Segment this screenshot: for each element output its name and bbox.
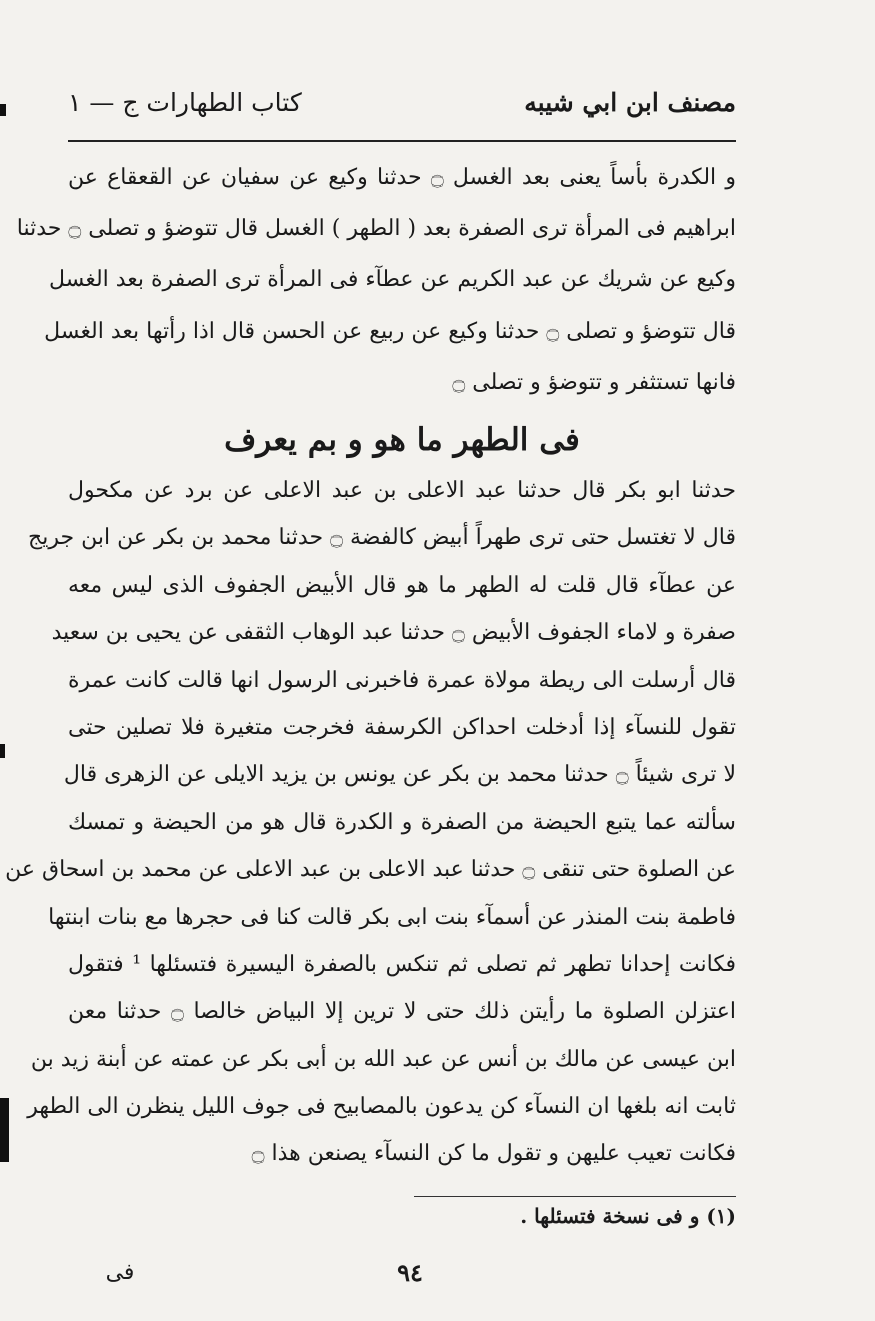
paragraph-1 bbox=[16, 152, 736, 472]
running-header bbox=[68, 84, 736, 128]
text-line: وكيع عن شريك عن عبد الكريم عن عطآء فى المرأة ترى الصفرة بعد الغسل bbox=[49, 267, 736, 293]
text-line: عن الصلوة حتى تنقى ۝ حدثنا عبد الاعلى بن عبد الاعلى عن محمد بن اسحاق عن bbox=[5, 857, 736, 883]
footnote-rule bbox=[414, 1196, 736, 1197]
text-line: فاطمة بنت المنذر عن أسمآء بنت ابى بكر قالت كنا فى حجرها مع بنات ابنتها bbox=[48, 904, 736, 930]
text-line: فكانت تعيب عليهن و تقول ما كن النسآء يصنعن هذا ۝ bbox=[251, 1141, 736, 1167]
text-line: ابراهيم فى المرأة ترى الصفرة بعد ( الطهر ) الغسل قال تتوضؤ و تصلى ۝ حدثنا bbox=[16, 216, 736, 242]
text-line: سألته عما يتبع الحيضة من الصفرة و الكدرة قال هو من الحيضة و تمسك bbox=[68, 809, 736, 835]
chapter-heading: فى الطهر ما هو و بم يعرف bbox=[224, 421, 580, 458]
scan-edge-mark bbox=[0, 104, 6, 116]
header-rule bbox=[68, 140, 736, 142]
scan-edge-mark bbox=[0, 1098, 9, 1162]
text-line: تقول للنسآء إذا أدخلت احداكن الكرسفة فخرجت متغيرة فلا تصلين حتى bbox=[68, 714, 736, 740]
text-line: اعتزلن الصلوة ما رأيتن ذلك حتى لا ترين إلا البياض خالصا ۝ حدثنا معن bbox=[68, 999, 736, 1025]
text-line: لا ترى شيئاً ۝ حدثنا محمد بن بكر عن يونس بن يزيد الايلى عن الزهرى قال bbox=[63, 762, 736, 788]
text-line: قال أرسلت الى ريطة مولاة عمرة فاخبرنى الرسول انها قالت كانت عمرة bbox=[68, 667, 736, 693]
paragraph-2 bbox=[5, 467, 736, 1178]
text-line: ابن عيسى عن مالك بن أنس عن عبد الله بن أبى بكر عن عمته عن أبنة زيد بن bbox=[30, 1046, 736, 1072]
text-line: حدثنا ابو بكر قال حدثنا عبد الاعلى بن عبد الاعلى عن برد عن مكحول bbox=[68, 478, 736, 503]
text-line: عن عطآء قال قلت له الطهر ما هو قال الأبيض الجفوف الذى ليس معه bbox=[68, 572, 736, 598]
book-title: مصنف ابن ابي شيبه bbox=[524, 88, 736, 117]
text-line: صفرة و لاماء الجفوف الأبيض ۝ حدثنا عبد الوهاب الثقفى عن يحيى بن سعيد bbox=[51, 620, 736, 646]
section-title: كتاب الطهارات ج — ١ bbox=[68, 88, 302, 117]
text-line: و الكدرة بأساً يعنى بعد الغسل ۝ حدثنا وكيع عن سفيان عن القعقاع عن bbox=[68, 165, 736, 190]
text-line: قال لا تغتسل حتى ترى طهراً أبيض كالفضة ۝ حدثنا محمد بن بكر عن ابن جريج bbox=[28, 525, 736, 551]
page-number: ٩٤ bbox=[397, 1258, 423, 1287]
scan-edge-mark bbox=[0, 744, 5, 758]
text-line: فكانت إحدانا تطهر ثم تصلى ثم تنكس بالصفرة اليسيرة فتسئلها ¹ فتقول bbox=[68, 951, 736, 977]
text-line: فانها تستثفر و تتوضؤ و تصلى ۝ bbox=[452, 369, 736, 395]
text-line: ثابت انه بلغها ان النسآء كن يدعون بالمصابيح فى جوف الليل ينظرن الى الطهر bbox=[27, 1094, 736, 1120]
footnote: (١) و فى نسخة فتسئلها . bbox=[520, 1204, 736, 1228]
text-line: قال تتوضؤ و تصلى ۝ حدثنا وكيع عن ربيع عن الحسن قال اذا رأتها بعد الغسل bbox=[44, 318, 736, 344]
catchword: فى bbox=[105, 1260, 135, 1285]
